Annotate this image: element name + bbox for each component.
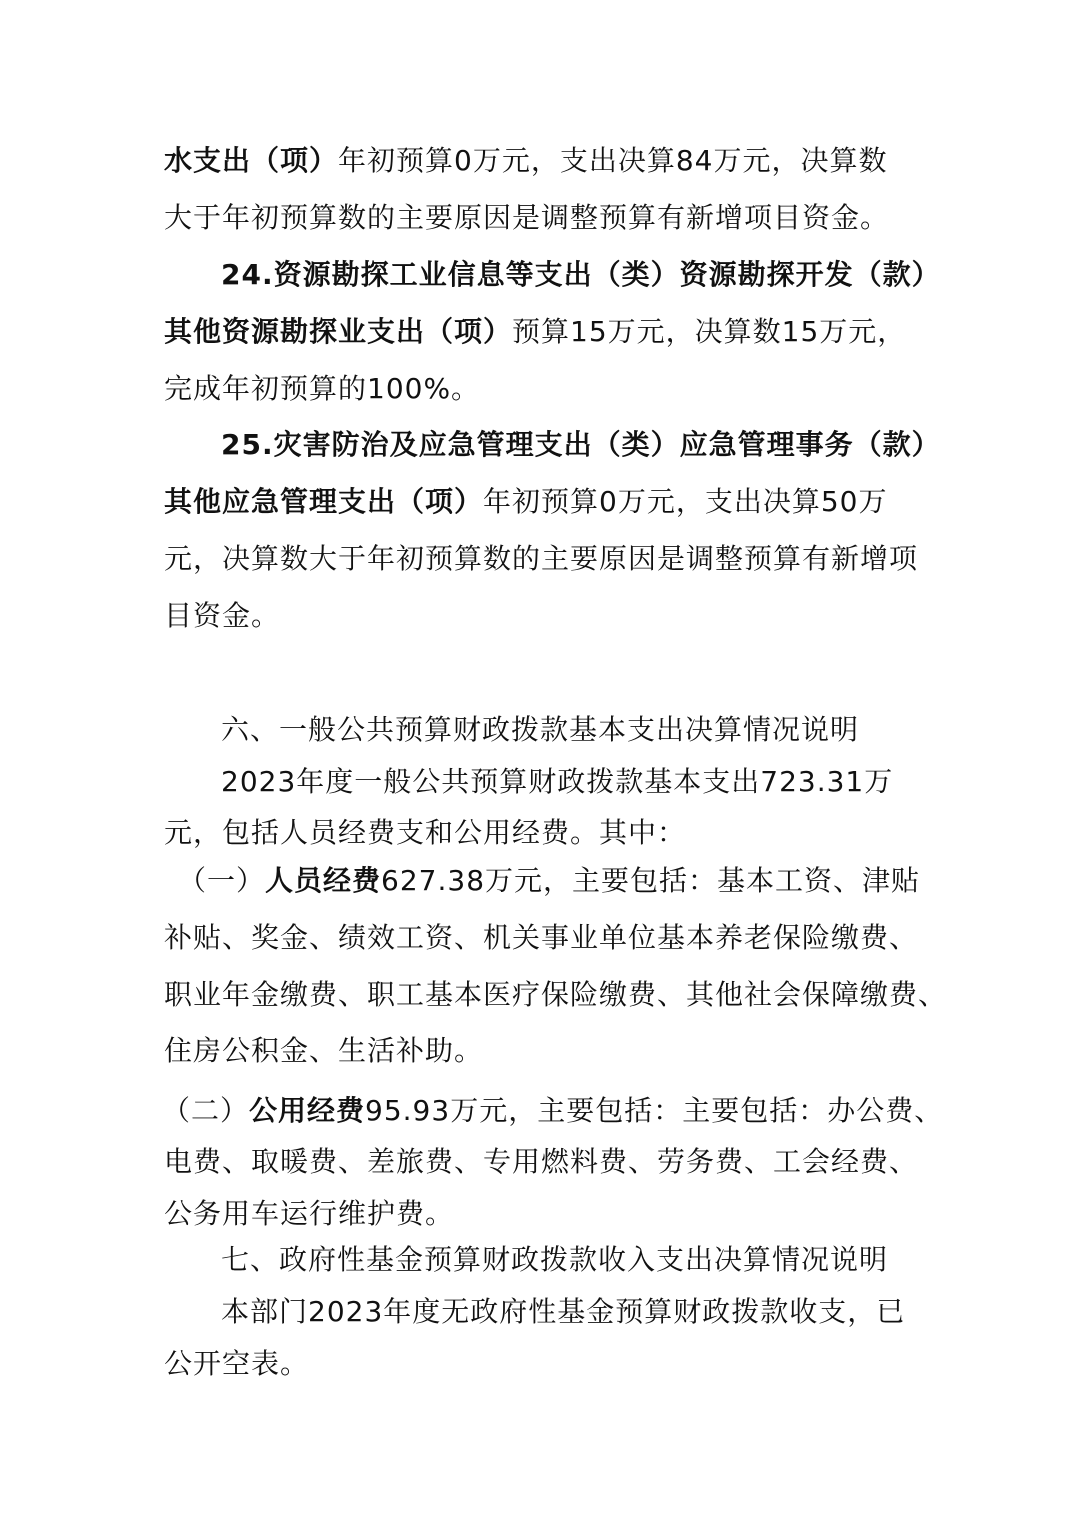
heading-text: 六、一般公共预算财政拨款基本支出决算情况说明 bbox=[221, 713, 860, 746]
paragraph-line bbox=[164, 1031, 483, 1071]
body-text: 本部门2023年度无政府性基金预算财政拨款收支，已 bbox=[221, 1295, 906, 1328]
body-text: 预算15万元，决算数15万元， bbox=[512, 315, 907, 348]
bold-text: 其他应急管理支出（项） bbox=[164, 485, 484, 518]
paragraph-line bbox=[164, 141, 887, 181]
item-prefix: （二） bbox=[162, 1094, 250, 1127]
paragraph-line bbox=[164, 369, 480, 409]
sub-item-personnel bbox=[178, 861, 920, 901]
body-text: 补贴、奖金、绩效工资、机关事业单位基本养老保险缴费、 bbox=[164, 921, 919, 954]
body-text: 住房公积金、生活补助。 bbox=[164, 1034, 484, 1067]
bold-text: 公用经费 bbox=[249, 1094, 366, 1127]
paragraph-line bbox=[221, 762, 893, 802]
body-text: 大于年初预算数的主要原因是调整预算有新增项目资金。 bbox=[164, 201, 890, 234]
bold-text: 24.资源勘探工业信息等支出（类）资源勘探开发（款） bbox=[221, 258, 941, 291]
bold-text: 水支出（项） bbox=[164, 144, 339, 177]
body-text: 627.38万元，主要包括：基本工资、津贴 bbox=[381, 864, 921, 897]
body-text: 完成年初预算的100%。 bbox=[164, 372, 481, 405]
paragraph-line bbox=[164, 596, 280, 636]
item-heading-24 bbox=[221, 255, 941, 295]
paragraph-line bbox=[164, 1194, 454, 1234]
body-text: 目资金。 bbox=[164, 599, 281, 632]
bold-text: 其他资源勘探业支出（项） bbox=[164, 315, 513, 348]
paragraph-line bbox=[164, 1142, 918, 1182]
heading-text: 七、政府性基金预算财政拨款收入支出决算情况说明 bbox=[221, 1243, 889, 1276]
section-heading-7 bbox=[221, 1240, 888, 1280]
paragraph-line bbox=[164, 918, 918, 958]
section-heading-6 bbox=[221, 710, 859, 750]
paragraph-line bbox=[164, 312, 906, 352]
body-text: 95.93万元，主要包括：主要包括：办公费、 bbox=[365, 1094, 944, 1127]
body-text: 元，包括人员经费支和公用经费。其中： bbox=[164, 816, 687, 849]
item-heading-25 bbox=[221, 425, 941, 465]
paragraph-line bbox=[164, 975, 947, 1015]
body-text: 元，决算数大于年初预算数的主要原因是调整预算有新增项 bbox=[164, 542, 919, 575]
paragraph-line bbox=[164, 482, 887, 522]
paragraph-line bbox=[164, 198, 889, 238]
sub-item-public bbox=[162, 1091, 943, 1131]
paragraph-line bbox=[164, 813, 686, 853]
paragraph-line bbox=[164, 539, 918, 579]
body-text: 职业年金缴费、职工基本医疗保险缴费、其他社会保障缴费、 bbox=[164, 978, 948, 1011]
body-text: 年初预算0万元，支出决算84万元，决算数 bbox=[338, 144, 888, 177]
paragraph-line bbox=[221, 1292, 905, 1332]
bold-text: 25.灾害防治及应急管理支出（类）应急管理事务（款） bbox=[221, 428, 941, 461]
paragraph-line bbox=[164, 1344, 309, 1384]
item-prefix: （一） bbox=[178, 864, 266, 897]
bold-text: 人员经费 bbox=[265, 864, 382, 897]
body-text: 公开空表。 bbox=[164, 1347, 310, 1380]
body-text: 公务用车运行维护费。 bbox=[164, 1197, 455, 1230]
body-text: 年初预算0万元，支出决算50万 bbox=[483, 485, 888, 518]
body-text: 2023年度一般公共预算财政拨款基本支出723.31万 bbox=[221, 765, 894, 798]
body-text: 电费、取暖费、差旅费、专用燃料费、劳务费、工会经费、 bbox=[164, 1145, 919, 1178]
